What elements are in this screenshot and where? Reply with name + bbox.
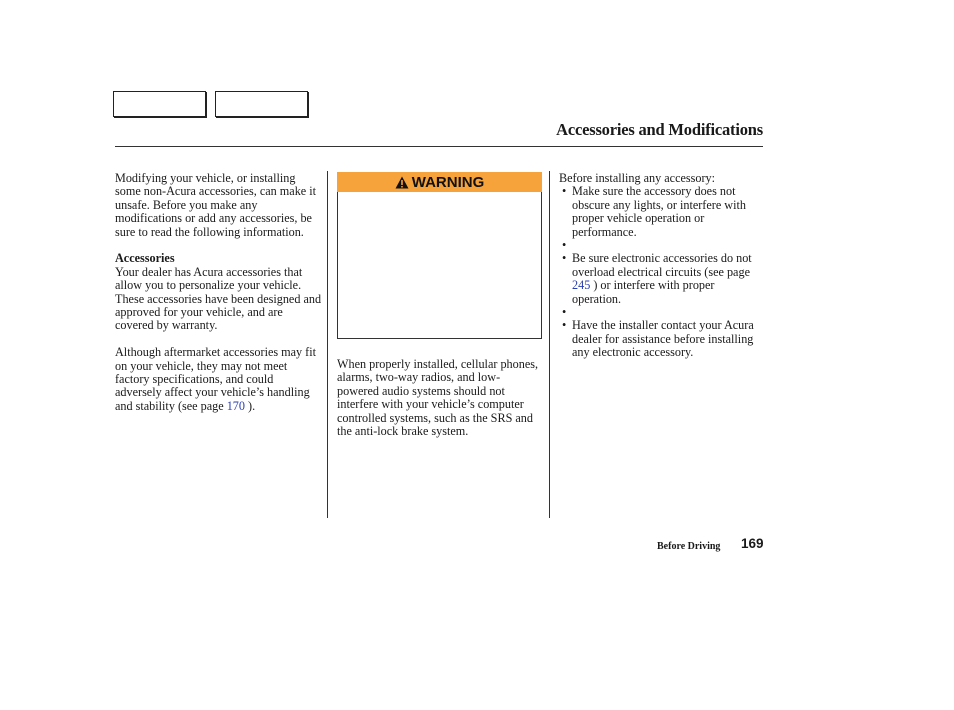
warning-header (337, 172, 542, 192)
column-middle (337, 358, 542, 438)
accessory-checklist (559, 185, 765, 359)
column-left (115, 172, 323, 413)
aftermarket-text: Although aftermarket accessories may fit on your vehicle, they may not meet factory specifications, and could adversely affect your vehicle’s handling and stability (see page (115, 345, 317, 413)
column-divider-1 (327, 171, 328, 518)
page-link-170[interactable]: 170 (226, 398, 245, 413)
bullet-installer: • Have the installer contact your Acura dealer for assistance before installing any electronic accessory. (559, 319, 765, 359)
installation-paragraph: When properly installed, cellular phones, alarms, two-way radios, and low-powered audio systems should not interfere with your vehicle’s computer controlled systems, such as the SRS and the anti-lock brake system. (337, 357, 539, 439)
bullet-circuits-text-end: ) or interfere with proper operation. (572, 278, 715, 306)
page-number: 169 (741, 536, 764, 551)
bullet-lights: • Make sure the accessory does not obscure any lights, or interfere with proper vehicle operation or performance. (559, 185, 765, 239)
before-installing-lead: Before installing any accessory: (559, 171, 716, 185)
bullet-circuits (559, 252, 765, 306)
footer-section-name: Before Driving (657, 541, 721, 552)
page-link-245[interactable]: 245 (572, 278, 591, 293)
aftermarket-paragraph (115, 346, 323, 413)
aftermarket-text-end: ). (244, 398, 256, 413)
warning-triangle-icon (395, 176, 409, 189)
bullet-circuits-text: Be sure electronic accessories do not overload electrical circuits (see page (572, 251, 752, 279)
title-rule (115, 146, 763, 147)
column-divider-2 (549, 171, 550, 518)
accessories-paragraph: Your dealer has Acura accessories that allow you to personalize your vehicle. These accessories have been designed and approved for your vehicle, and are covered by warranty. (115, 264, 322, 333)
accessories-heading: Accessories (115, 251, 175, 266)
nav-button-contents[interactable] (215, 91, 308, 117)
nav-button-index[interactable] (113, 91, 206, 117)
intro-paragraph: Modifying your vehicle, or installing some non-Acura accessories, can make it unsafe. Before you make any modifications or add any accessories, be sure to read the following information. (115, 171, 317, 239)
column-right (559, 172, 765, 360)
page-title: Accessories and Modifications (556, 120, 763, 139)
warning-box (337, 192, 542, 339)
warning-label: WARNING (411, 173, 485, 191)
